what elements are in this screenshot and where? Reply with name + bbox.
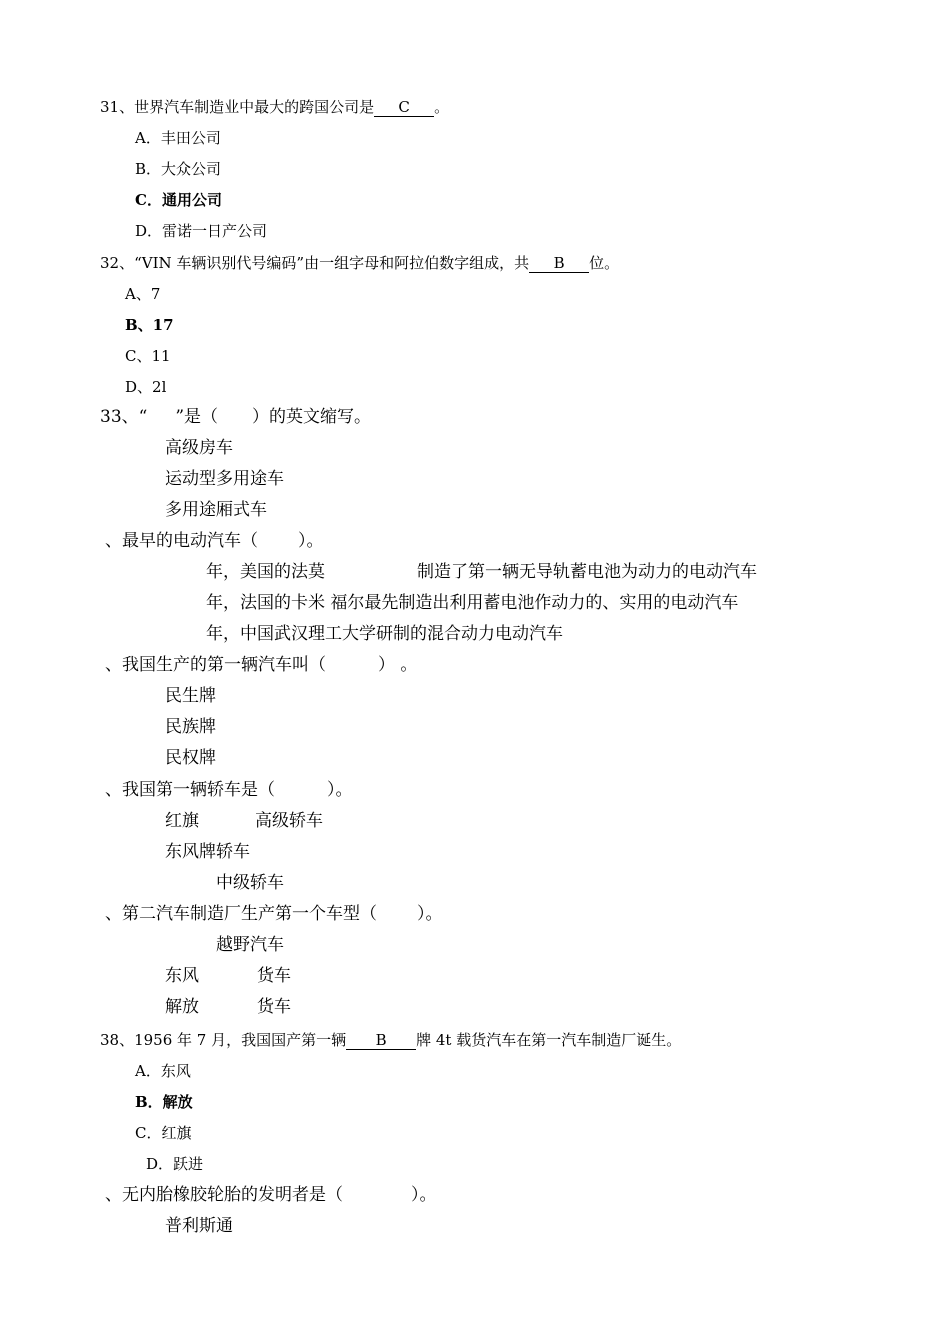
question-39-option-1: 普利斯通 (165, 1216, 233, 1236)
question-31-answer: C (374, 98, 434, 117)
question-38-option-b: B．解放 (135, 1093, 193, 1111)
question-38-end: 牌 4t 载货汽车在第一汽车制造厂诞生。 (416, 1031, 682, 1049)
question-33 (100, 407, 371, 427)
question-37-option-1: 越野汽车 (216, 935, 284, 955)
question-37-text: 、第二汽车制造厂生产第一个车型（ (105, 904, 377, 924)
question-36 (105, 780, 353, 800)
question-36-option-1 (165, 811, 323, 831)
question-37-option-2-a: 东风 (165, 966, 199, 986)
question-34-option-1-b: 制造了第一辆无导轨蓄电池为动力的电动汽车 (417, 562, 757, 582)
question-35-text: 、我国生产的第一辆汽车叫（ (105, 655, 326, 675)
question-35-end: ） 。 (378, 655, 418, 675)
question-39-text: 、无内胎橡胶轮胎的发明者是（ (105, 1185, 343, 1205)
question-37-option-2 (165, 966, 291, 986)
question-37-end: ）。 (417, 904, 443, 924)
question-37-option-3-a: 解放 (165, 997, 199, 1017)
question-32-answer: B (529, 254, 589, 273)
question-38 (100, 1030, 681, 1050)
question-31-option-d: D．雷诺一日产公司 (135, 222, 268, 240)
question-36-end: ）。 (327, 780, 353, 800)
question-31-text: 31、世界汽车制造业中最大的跨国公司是 (100, 98, 375, 116)
question-32 (100, 253, 619, 273)
question-37-option-3 (165, 997, 291, 1017)
question-32-option-c: C、11 (125, 347, 171, 365)
question-39 (105, 1185, 437, 1205)
question-33-open-quote: “ (138, 407, 148, 427)
question-38-text: 38、1956 年 7 月，我国国产第一辆 (100, 1031, 347, 1049)
question-32-option-d: D、2l (125, 378, 167, 396)
question-37-option-3-b: 货车 (257, 997, 291, 1017)
question-34-option-3: 年，中国武汉理工大学研制的混合动力电动汽车 (206, 624, 563, 644)
question-35-option-2: 民族牌 (165, 717, 216, 737)
question-32-option-b: B、17 (125, 316, 174, 334)
question-32-option-a: A、7 (125, 285, 161, 303)
question-35 (105, 655, 417, 675)
question-34-option-1-a: 年，美国的法莫 (206, 562, 325, 582)
question-33-option-1: 高级房车 (165, 438, 233, 458)
question-33-number: 33、 (100, 407, 139, 427)
question-36-text: 、我国第一辆轿车是（ (105, 780, 275, 800)
question-33-option-2: 运动型多用途车 (165, 469, 284, 489)
question-37 (105, 904, 443, 924)
question-31 (100, 97, 449, 117)
question-36-option-3: 中级轿车 (216, 873, 284, 893)
question-34 (105, 531, 324, 551)
question-39-end: ）。 (411, 1185, 437, 1205)
question-31-option-b: B．大众公司 (135, 160, 222, 178)
question-37-option-2-b: 货车 (257, 966, 291, 986)
question-38-option-c: C．红旗 (135, 1124, 192, 1142)
question-36-option-2: 东风牌轿车 (165, 842, 250, 862)
question-31-option-c: C．通用公司 (135, 191, 222, 209)
question-33-end: ）的英文缩写。 (252, 407, 372, 427)
question-33-option-3: 多用途厢式车 (165, 500, 267, 520)
question-34-option-2: 年，法国的卡米 福尔最先制造出利用蓄电池作动力的、实用的电动汽车 (206, 593, 739, 613)
question-34-end: ）。 (298, 531, 324, 551)
question-35-option-3: 民权牌 (165, 748, 216, 768)
question-32-text: 32、“VIN 车辆识别代号编码”由一组字母和阿拉伯数字组成，共 (100, 254, 530, 272)
question-36-option-1-a: 红旗 (165, 811, 199, 831)
question-33-mid: ”是（ (175, 407, 219, 427)
question-31-option-a: A．丰田公司 (135, 129, 221, 147)
question-32-end: 位。 (589, 254, 620, 272)
question-34-option-1 (206, 562, 757, 582)
question-31-end: 。 (434, 98, 450, 116)
question-34-text: 、最早的电动汽车（ (105, 531, 258, 551)
question-38-option-a: A．东风 (135, 1062, 191, 1080)
question-38-option-d: D．跃进 (146, 1155, 204, 1173)
question-36-option-1-b: 高级轿车 (255, 811, 323, 831)
question-35-option-1: 民生牌 (165, 686, 216, 706)
question-38-answer: B (346, 1031, 416, 1050)
